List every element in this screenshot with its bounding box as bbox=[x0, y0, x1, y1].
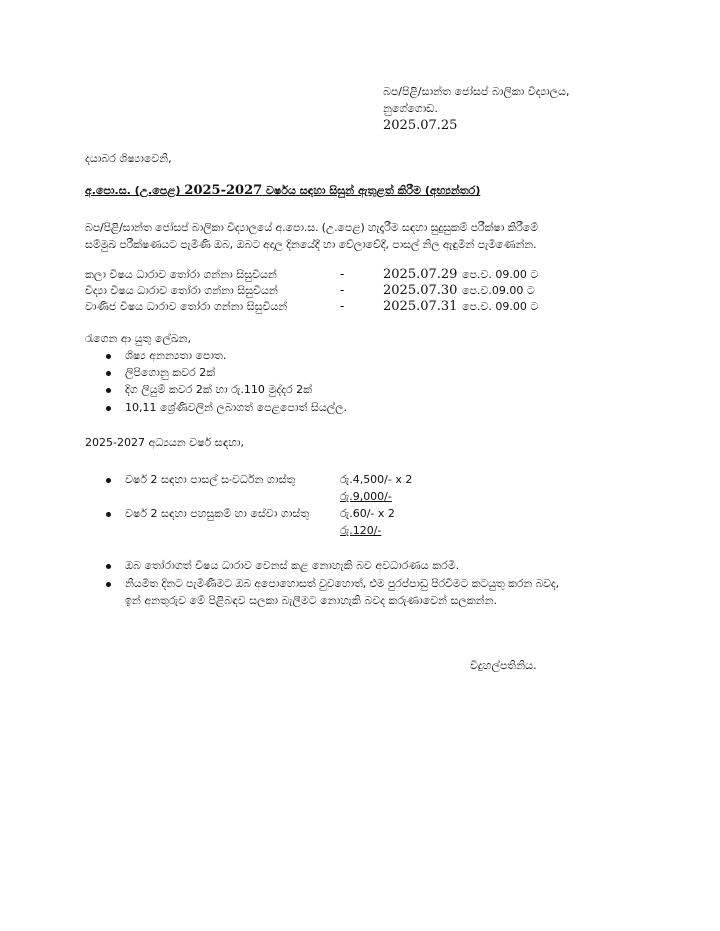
schedule-date: 2025.07.31 bbox=[383, 299, 458, 314]
school-name: බප/පිළි/සාන්ත ජෝසප් බාලිකා විද්‍යාලය, bbox=[383, 85, 570, 98]
school-town: නුගේගොඩ. bbox=[383, 102, 438, 115]
note-text: ඔබ තෝරාගත් විෂය ධාරාව වෙනස් කළ නොහැකි බව අවධාරණය කරමි. bbox=[125, 559, 460, 572]
document-item: 10,11 ශ්‍රේණිවලින් ලබාගත් පෙළපොත් සියල්ල. bbox=[125, 401, 348, 414]
subject-heading bbox=[85, 184, 480, 197]
bullet-icon bbox=[106, 564, 111, 569]
subject-suffix: වර්ෂය සඳහා සිසුන් ඇතුළත් කිරීම (අභ්‍යන්තර) bbox=[262, 184, 481, 197]
schedule-time: පෙ.ව. 09.00 ට bbox=[462, 300, 539, 313]
intro-line-1: බප/පිළි/සාන්ත ජෝසප් බාලිකා විද්‍යාලයේ අ.පො.ස. (උ.පෙළ) හැදෑරීම සඳහා සුදුසුකම් පරීක්ෂා කිරීමේ bbox=[85, 221, 539, 234]
signature: විදුහල්පතිනිය. bbox=[470, 659, 537, 672]
schedule-date: 2025.07.30 bbox=[383, 283, 458, 298]
schedule-time: පෙ.ව.09.00 ට bbox=[462, 284, 535, 297]
schedule-dash: - bbox=[340, 267, 345, 282]
fee-rate: රු.4,500/- x 2 bbox=[340, 473, 413, 486]
subject-years: 2025-2027 bbox=[184, 183, 263, 198]
schedule-dash: - bbox=[340, 283, 345, 298]
fee-total: රු.9,000/- bbox=[340, 490, 392, 503]
fee-label: වර්ෂ 2 සඳහා පහසුකම් හා සේවා ගාස්තු bbox=[125, 507, 310, 520]
document-item: දිග ලියුම් කවර 2ක් හා රු.110 මුද්දර 2ක් bbox=[125, 383, 313, 396]
letter-date: 2025.07.25 bbox=[383, 118, 458, 133]
bullet-icon bbox=[106, 406, 111, 411]
schedule-time: පෙ.ව. 09.00 ට bbox=[462, 268, 539, 281]
bullet-icon bbox=[106, 582, 111, 587]
salutation: දයාබර ශිෂ්‍යාවෙනි, bbox=[85, 152, 172, 165]
fee-total: රු.120/- bbox=[340, 524, 382, 537]
intro-line-2: සම්මුඛ පරීක්ෂණයට පැමිණි ඔබ, ඔබට අදාල දිනයේදී හා වේලාවේදී, පාසල් නිල ඇඳුමින් පැමිණෙන්න. bbox=[85, 238, 537, 251]
fees-heading: 2025-2027 අධ්‍යයන වර්ෂ සඳහා, bbox=[85, 436, 244, 449]
documents-heading: රැගෙන ආ යුතු ලේඛන, bbox=[85, 332, 192, 345]
schedule-stream: විද්‍යා විෂය ධාරාව තෝරා ගන්නා සිසුවියන් bbox=[85, 284, 278, 297]
bullet-icon bbox=[106, 354, 111, 359]
fee-label: වර්ෂ 2 සඳහා පාසල් සංවර්ධන ගාස්තු bbox=[125, 473, 296, 486]
note-text: නියමිත දිනට පැමිණීමට ඔබ අපොහොසත් වුවහොත්, එම පුරප්පාඩු පිරවීමට කටයුතු කරන බවද, bbox=[125, 577, 560, 590]
bullet-icon bbox=[106, 512, 111, 517]
fee-rate: රු.60/- x 2 bbox=[340, 507, 395, 520]
subject-prefix: අ.පො.ස. (උ.පෙළ) bbox=[85, 184, 185, 197]
note-text: ඉන් අනතුරුව මේ පිළිබඳව සලකා බැලීමට නොහැකි බවද කරුණාවෙන් සලකන්න. bbox=[125, 594, 498, 607]
schedule-dash: - bbox=[340, 299, 345, 314]
schedule-stream: වාණිජ විෂය ධාරාව තෝරා ගන්නා සිසුවියන් bbox=[85, 300, 288, 313]
document-item: ලිපිගොනු කවර 2ක් bbox=[125, 366, 216, 379]
schedule-date: 2025.07.29 bbox=[383, 267, 458, 282]
schedule-stream: කලා විෂය ධාරාව තෝරා ගන්නා සිසුවියන් bbox=[85, 268, 277, 281]
bullet-icon bbox=[106, 478, 111, 483]
bullet-icon bbox=[106, 371, 111, 376]
document-item: ශිෂ්‍ය අනන්‍යතා පොත. bbox=[125, 349, 227, 362]
bullet-icon bbox=[106, 388, 111, 393]
